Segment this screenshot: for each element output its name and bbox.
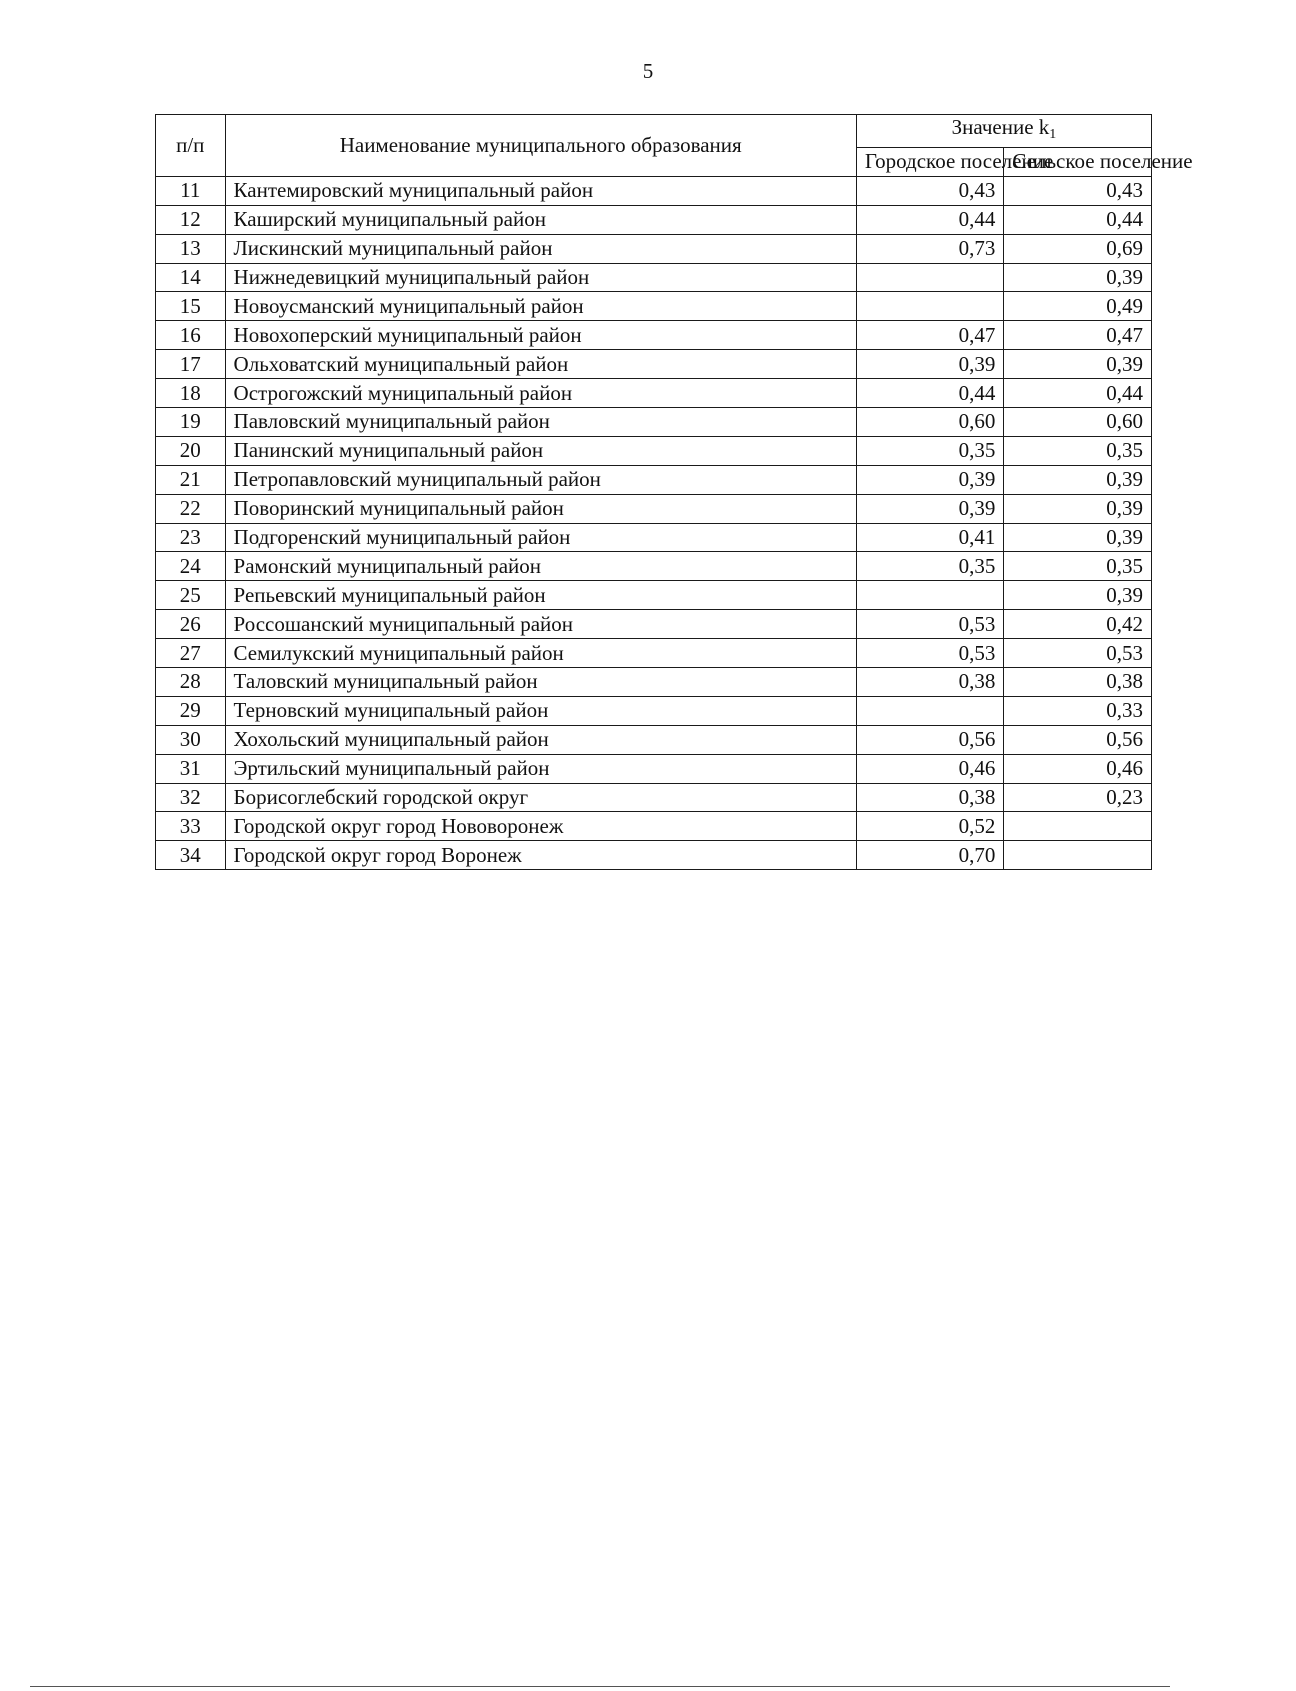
row-number-cell: 26 [156, 610, 226, 639]
table-row [156, 292, 1152, 321]
rural-settlement-value-cell: 0,39 [1004, 263, 1152, 292]
city-settlement-value-cell: 0,41 [856, 523, 1004, 552]
rural-settlement-value-cell [1004, 841, 1152, 870]
row-number-cell: 20 [156, 436, 226, 465]
table-row [156, 321, 1152, 350]
page-number: 5 [642, 59, 654, 83]
municipality-name-cell: Новоусманский муниципальный район [225, 292, 856, 321]
city-settlement-value-cell: 0,44 [856, 379, 1004, 408]
municipality-name-cell: Кантемировский муниципальный район [225, 176, 856, 205]
table-row [156, 552, 1152, 581]
page-bottom-edge-line [30, 1686, 1170, 1687]
municipality-name-cell: Семилукский муниципальный район [225, 639, 856, 668]
municipality-name-cell: Острогожский муниципальный район [225, 379, 856, 408]
municipality-name-cell: Борисоглебский городской округ [225, 783, 856, 812]
header-rural-settlement: Сельское поселение [1004, 148, 1152, 177]
rural-settlement-value-cell: 0,53 [1004, 639, 1152, 668]
city-settlement-value-cell [856, 581, 1004, 610]
rural-settlement-value-cell: 0,69 [1004, 234, 1152, 263]
table-row [156, 812, 1152, 841]
k1-values-table [155, 114, 1193, 870]
row-number-cell: 11 [156, 176, 226, 205]
municipality-name-cell: Ольховатский муниципальный район [225, 350, 856, 379]
municipality-name-cell: Городской округ город Воронеж [225, 841, 856, 870]
table-row [156, 379, 1152, 408]
rural-settlement-value-cell: 0,46 [1004, 754, 1152, 783]
municipality-name-cell: Каширский муниципальный район [225, 205, 856, 234]
table-row [156, 234, 1152, 263]
row-number-cell: 30 [156, 725, 226, 754]
rural-settlement-value-cell: 0,23 [1004, 783, 1152, 812]
municipality-name-cell: Панинский муниципальный район [225, 436, 856, 465]
table-row [156, 465, 1152, 494]
table-row [156, 725, 1152, 754]
table-row [156, 581, 1152, 610]
row-number-cell: 28 [156, 668, 226, 697]
city-settlement-value-cell: 0,73 [856, 234, 1004, 263]
table-row [156, 668, 1152, 697]
city-settlement-value-cell: 0,52 [856, 812, 1004, 841]
city-settlement-value-cell [856, 292, 1004, 321]
municipality-name-cell: Терновский муниципальный район [225, 696, 856, 725]
rural-settlement-value-cell: 0,56 [1004, 725, 1152, 754]
rural-settlement-value-cell: 0,44 [1004, 379, 1152, 408]
row-number-cell: 23 [156, 523, 226, 552]
table-row [156, 205, 1152, 234]
row-number-cell: 29 [156, 696, 226, 725]
header-k1-label: Значение k [951, 115, 1050, 139]
municipality-name-cell: Петропавловский муниципальный район [225, 465, 856, 494]
rural-settlement-value-cell: 0,39 [1004, 523, 1152, 552]
city-settlement-value-cell [856, 263, 1004, 292]
row-number-cell: 25 [156, 581, 226, 610]
rural-settlement-value-cell: 0,39 [1004, 581, 1152, 610]
table-row [156, 841, 1152, 870]
table-row [156, 523, 1152, 552]
rural-settlement-value-cell: 0,39 [1004, 465, 1152, 494]
table-row [156, 350, 1152, 379]
table-header [156, 115, 1193, 177]
table-row [156, 610, 1152, 639]
city-settlement-value-cell: 0,43 [856, 176, 1004, 205]
city-settlement-value-cell: 0,39 [856, 350, 1004, 379]
row-number-cell: 34 [156, 841, 226, 870]
rural-settlement-value-cell [1004, 812, 1152, 841]
rural-settlement-value-cell: 0,39 [1004, 494, 1152, 523]
header-row-number: п/п [156, 115, 226, 177]
row-number-cell: 32 [156, 783, 226, 812]
city-settlement-value-cell: 0,60 [856, 408, 1004, 437]
row-number-cell: 31 [156, 754, 226, 783]
table-row [156, 639, 1152, 668]
municipality-name-cell: Городской округ город Нововоронеж [225, 812, 856, 841]
rural-settlement-value-cell: 0,49 [1004, 292, 1152, 321]
city-settlement-value-cell: 0,70 [856, 841, 1004, 870]
row-number-cell: 12 [156, 205, 226, 234]
table-row [156, 176, 1152, 205]
city-settlement-value-cell: 0,38 [856, 668, 1004, 697]
city-settlement-value-cell: 0,39 [856, 465, 1004, 494]
municipality-name-cell: Нижнедевицкий муниципальный район [225, 263, 856, 292]
row-number-cell: 16 [156, 321, 226, 350]
city-settlement-value-cell: 0,56 [856, 725, 1004, 754]
rural-settlement-value-cell: 0,47 [1004, 321, 1152, 350]
city-settlement-value-cell: 0,47 [856, 321, 1004, 350]
row-number-cell: 24 [156, 552, 226, 581]
table-row [156, 783, 1152, 812]
row-number-cell: 33 [156, 812, 226, 841]
city-settlement-value-cell [856, 696, 1004, 725]
rural-settlement-value-cell: 0,42 [1004, 610, 1152, 639]
row-number-cell: 18 [156, 379, 226, 408]
table-row [156, 494, 1152, 523]
table-row [156, 263, 1152, 292]
rural-settlement-value-cell: 0,39 [1004, 350, 1152, 379]
row-number-cell: 17 [156, 350, 226, 379]
rural-settlement-value-cell: 0,44 [1004, 205, 1152, 234]
city-settlement-value-cell: 0,39 [856, 494, 1004, 523]
city-settlement-value-cell: 0,46 [856, 754, 1004, 783]
row-number-cell: 15 [156, 292, 226, 321]
city-settlement-value-cell: 0,38 [856, 783, 1004, 812]
rural-settlement-value-cell: 0,43 [1004, 176, 1152, 205]
row-number-cell: 22 [156, 494, 226, 523]
row-number-cell: 19 [156, 408, 226, 437]
municipality-name-cell: Рамонский муниципальный район [225, 552, 856, 581]
header-municipality-name: Наименование муниципального образования [225, 115, 856, 177]
city-settlement-value-cell: 0,44 [856, 205, 1004, 234]
row-number-cell: 21 [156, 465, 226, 494]
municipality-name-cell: Россошанский муниципальный район [225, 610, 856, 639]
rural-settlement-value-cell: 0,38 [1004, 668, 1152, 697]
municipality-name-cell: Новохоперский муниципальный район [225, 321, 856, 350]
row-number-cell: 14 [156, 263, 226, 292]
table-row [156, 754, 1152, 783]
municipality-name-cell: Павловский муниципальный район [225, 408, 856, 437]
municipality-name-cell: Таловский муниципальный район [225, 668, 856, 697]
municipality-name-cell: Эртильский муниципальный район [225, 754, 856, 783]
municipality-name-cell: Репьевский муниципальный район [225, 581, 856, 610]
municipality-name-cell: Хохольский муниципальный район [225, 725, 856, 754]
municipality-name-cell: Подгоренский муниципальный район [225, 523, 856, 552]
row-number-cell: 27 [156, 639, 226, 668]
rural-settlement-value-cell: 0,33 [1004, 696, 1152, 725]
table-row [156, 696, 1152, 725]
rural-settlement-value-cell: 0,35 [1004, 436, 1152, 465]
table-row [156, 436, 1152, 465]
table-row [156, 408, 1152, 437]
header-k1-subscript: 1 [1049, 127, 1057, 142]
header-k1-value [856, 115, 1151, 148]
row-number-cell: 13 [156, 234, 226, 263]
city-settlement-value-cell: 0,53 [856, 639, 1004, 668]
municipality-name-cell: Поворинский муниципальный район [225, 494, 856, 523]
municipality-name-cell: Лискинский муниципальный район [225, 234, 856, 263]
rural-settlement-value-cell: 0,60 [1004, 408, 1152, 437]
header-city-settlement: Городское поселение [856, 148, 1004, 177]
city-settlement-value-cell: 0,35 [856, 552, 1004, 581]
rural-settlement-value-cell: 0,35 [1004, 552, 1152, 581]
city-settlement-value-cell: 0,35 [856, 436, 1004, 465]
table-body [156, 176, 1152, 869]
city-settlement-value-cell: 0,53 [856, 610, 1004, 639]
